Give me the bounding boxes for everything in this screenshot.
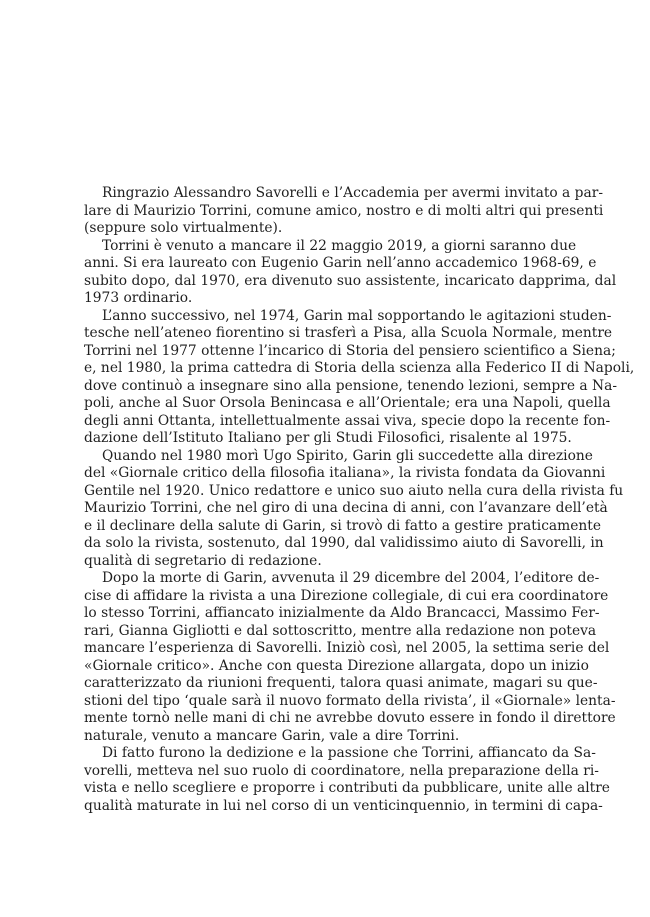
body-text <box>84 185 635 815</box>
text-line: cise di affidare la rivista a una Direzione collegiale, di cui era coordinatore <box>84 587 609 604</box>
paragraph <box>84 185 604 238</box>
text-line: 1973 ordinario. <box>84 290 193 306</box>
text-line: caratterizzato da riunioni frequenti, talora quasi animate, magari su que- <box>84 675 598 691</box>
text-line: stioni del tipo ‘quale sarà il nuovo formato della rivista’, il «Giornale» lenta- <box>84 692 616 709</box>
text-line: vorelli, metteva nel suo ruolo di coordinatore, nella preparazione della ri- <box>84 762 599 779</box>
text-line: da solo la rivista, sostenuto, dal 1990, dal validissimo aiuto di Savorelli, in <box>84 535 604 551</box>
paragraph <box>84 745 610 815</box>
text-line: (seppure solo virtualmente). <box>84 220 283 236</box>
text-line: anni. Si era laureato con Eugenio Garin nell’anno accademico 1968-69, e <box>84 255 597 271</box>
paragraph <box>84 307 635 448</box>
text-line: mancare l’esperienza di Savorelli. Iniziò così, nel 2005, la settima serie del <box>84 640 610 656</box>
paragraph <box>84 237 617 308</box>
text-line: «Giornale critico». Anche con questa Direzione allargata, dopo un inizio <box>84 657 589 674</box>
text-line: Gentile nel 1920. Unico redattore e unico suo aiuto nella cura della rivista fu <box>84 482 624 499</box>
text-line: dove continuò a insegnare sino alla pensione, tenendo lezioni, sempre a Na- <box>84 377 617 394</box>
text-line: dazione dell’Istituto Italiano per gli Studi Filosofici, risalente al 1975. <box>84 430 572 446</box>
text-line: vista e nello scegliere e proporre i contributi da pubblicare, unite alle altre <box>84 780 610 796</box>
text-line: Dopo la morte di Garin, avvenuta il 29 dicembre del 2004, l’editore de- <box>102 570 600 586</box>
text-line: mente tornò nelle mani di chi ne avrebbe dovuto essere in fondo il direttore <box>84 710 616 726</box>
text-line: qualità di segretario di redazione. <box>84 552 322 569</box>
text-line: degli anni Ottanta, intellettualmente assai viva, specie dopo la recente fon- <box>84 412 611 429</box>
text-line: e, nel 1980, la prima cattedra di Storia della scienza alla Federico II di Napoli, <box>84 360 635 376</box>
text-line: poli, anche al Suor Orsola Benincasa e all’Orientale; era una Napoli, quella <box>84 395 611 411</box>
text-line: lo stesso Torrini, affiancato inizialmente da Aldo Brancacci, Massimo Fer- <box>84 605 600 621</box>
text-line: Maurizio Torrini, che nel giro di una decina di anni, con l’avanzare dell’età <box>84 500 608 516</box>
text-line: subito dopo, dal 1970, era divenuto suo assistente, incaricato dapprima, dal <box>84 272 617 289</box>
paragraph <box>84 447 624 571</box>
text-line: qualità maturate in lui nel corso di un venticinquennio, in termini di capa- <box>84 797 603 814</box>
text-line: Torrini nel 1977 ottenne l’incarico di Storia del pensiero scientifico a Siena; <box>84 342 616 359</box>
text-line: tesche nell’ateneo fiorentino si trasferì a Pisa, alla Scuola Normale, mentre <box>84 325 613 341</box>
text-line: lare di Maurizio Torrini, comune amico, nostro e di molti altri qui presenti <box>84 202 604 219</box>
text-line: del «Giornale critico della filosofia italiana», la rivista fondata da Giovanni <box>84 465 606 481</box>
text-line: naturale, venuto a mancare Garin, vale a dire Torrini. <box>84 727 460 744</box>
text-line: Di fatto furono la dedizione e la passione che Torrini, affiancato da Sa- <box>102 745 596 761</box>
text-line: Ringrazio Alessandro Savorelli e l’Accademia per avermi invitato a par- <box>102 185 603 201</box>
text-line: e il declinare della salute di Garin, si trovò di fatto a gestire praticamente <box>84 517 601 534</box>
paragraph <box>84 570 616 745</box>
text-line: Torrini è venuto a mancare il 22 maggio 2019, a giorni saranno due <box>102 237 577 254</box>
text-line: L’anno successivo, nel 1974, Garin mal sopportando le agitazioni studen- <box>102 307 612 324</box>
text-line: Quando nel 1980 morì Ugo Spirito, Garin gli succedette alla direzione <box>102 447 593 464</box>
text-line: rari, Gianna Gigliotti e dal sottoscritto, mentre alla redazione non poteva <box>84 622 597 639</box>
